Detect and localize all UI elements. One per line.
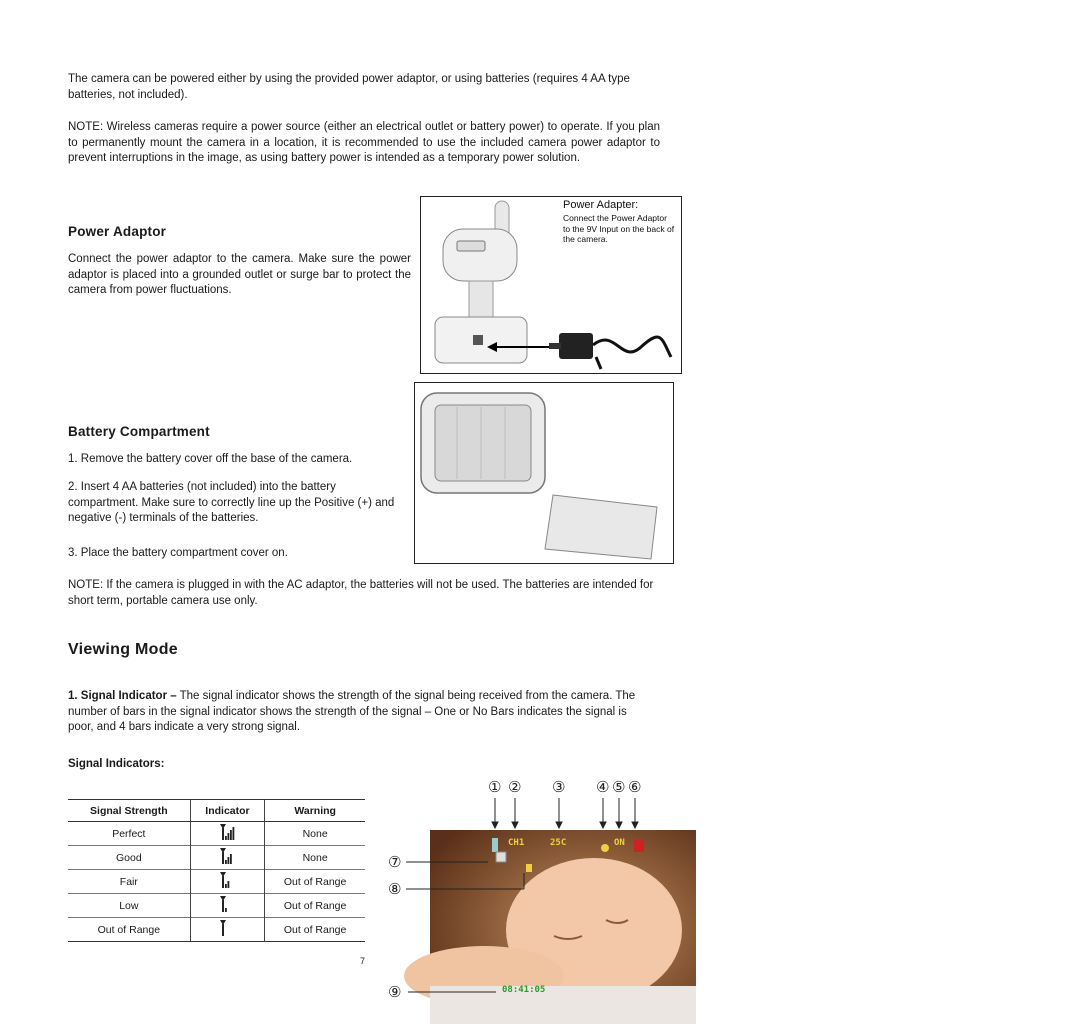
battery-heading: Battery Compartment	[68, 424, 210, 439]
signal-bar	[228, 857, 230, 864]
signal-indicators-heading: Signal Indicators:	[68, 758, 165, 770]
indicator-cell	[190, 918, 265, 942]
signal-strength-cell: Low	[68, 894, 190, 918]
table-header-row	[68, 800, 365, 822]
overlay-channel: CH1	[508, 838, 525, 848]
antenna-stem	[222, 828, 224, 840]
battery-figure	[414, 382, 674, 564]
signal-strength-cell: Fair	[68, 870, 190, 894]
table-row	[68, 870, 365, 894]
antenna-stem	[222, 900, 224, 912]
warning-cell: Out of Range	[265, 894, 365, 918]
intro-note: NOTE: Wireless cameras require a power source (either an electrical outlet or battery power) to operate. If you plan to permanently mount the camera in a location, it is recommended to use the included camera power adaptor to prevent interruptions in the image, as using battery power is intended as a temporary power solution.	[68, 121, 660, 164]
battery-step-2: 2. Insert 4 AA batteries (not included) into the battery compartment. Make sure to correctly line up the Positive (+) and negative (-) terminals of the batteries.	[68, 481, 395, 524]
battery-step-1: 1. Remove the battery cover off the base of the camera.	[68, 453, 353, 465]
signal-bar	[230, 830, 232, 840]
antenna-stem	[222, 924, 224, 936]
indicator-cell	[190, 870, 265, 894]
table-row	[68, 894, 365, 918]
signal-bar	[225, 836, 227, 840]
power-adapter-figure	[420, 196, 682, 374]
callout-6: ⑥	[628, 779, 642, 796]
power-adaptor-text: Connect the power adaptor to the camera. Make sure the power adaptor is placed into a grounded outlet or surge bar to protect the camera from power fluctuations.	[68, 253, 411, 296]
signal-bars-icon	[219, 919, 235, 937]
indicator-cell	[190, 894, 265, 918]
table-row	[68, 846, 365, 870]
overlay-temperature: 25C	[550, 838, 567, 848]
callout-5: ⑤	[612, 779, 626, 796]
warning-cell: None	[265, 822, 365, 846]
warning-cell: Out of Range	[265, 870, 365, 894]
viewing-mode-heading: Viewing Mode	[68, 641, 178, 658]
callout-7: ⑦	[388, 854, 402, 871]
overlay-time: 08:41:05	[502, 985, 546, 995]
signal-bar	[233, 827, 235, 840]
power-adaptor-heading: Power Adaptor	[68, 224, 167, 239]
signal-strength-cell: Perfect	[68, 822, 190, 846]
figure-caption: Connect the Power Adaptor to the 9V Input on the back of the camera.	[563, 213, 675, 244]
intro-paragraph: The camera can be powered either by using the provided power adaptor, or using batteries (requires 4 AA type batteries, not included).	[68, 73, 630, 101]
header-signal-strength: Signal Strength	[68, 800, 190, 822]
indicator-cell	[190, 846, 265, 870]
signal-strength-cell: Out of Range	[68, 918, 190, 942]
signal-bars-icon	[219, 823, 235, 841]
header-warning: Warning	[265, 800, 365, 822]
header-indicator: Indicator	[190, 800, 265, 822]
warning-cell: Out of Range	[265, 918, 365, 942]
signal-bar	[230, 854, 232, 864]
table-row	[68, 822, 365, 846]
signal-bar	[225, 860, 227, 864]
callout-9: ⑨	[388, 984, 402, 1001]
callout-4: ④	[596, 779, 610, 796]
antenna-stem	[222, 852, 224, 864]
battery-compartment-illustration	[415, 383, 673, 563]
overlay-power: ON	[614, 838, 625, 848]
callout-8: ⑧	[388, 881, 402, 898]
screen-figure	[384, 780, 696, 1026]
page-number: 7	[360, 956, 366, 966]
signal-bar	[225, 884, 227, 888]
warning-cell: None	[265, 846, 365, 870]
signal-bar	[228, 881, 230, 888]
signal-bar	[225, 908, 227, 912]
signal-strength-cell: Good	[68, 846, 190, 870]
signal-bars-icon	[219, 847, 235, 865]
figure-title: Power Adapter:	[563, 199, 639, 211]
battery-step-3: 3. Place the battery compartment cover on.	[68, 547, 288, 559]
callout-3: ③	[552, 779, 566, 796]
battery-note: NOTE: If the camera is plugged in with the AC adaptor, the batteries will not be used. The batteries are intended for short term, portable camera use only.	[68, 579, 654, 607]
signal-indicator-label: 1. Signal Indicator –	[68, 690, 177, 702]
indicator-cell	[190, 822, 265, 846]
signal-table	[68, 799, 365, 942]
signal-bar	[228, 833, 230, 840]
callout-2: ②	[508, 779, 522, 796]
signal-bars-icon	[219, 895, 235, 913]
signal-indicator-description: The signal indicator shows the strength of the signal being received from the camera. The number of bars in the signal indicator shows the strength of the signal – One or No Bars indicates the signal is poor, and 4 bars indicate a very strong signal.	[68, 690, 636, 733]
signal-bars-icon	[219, 871, 235, 889]
signal-indicator-text	[68, 689, 646, 736]
callout-1: ①	[488, 779, 502, 796]
antenna-stem	[222, 876, 224, 888]
table-row	[68, 918, 365, 942]
